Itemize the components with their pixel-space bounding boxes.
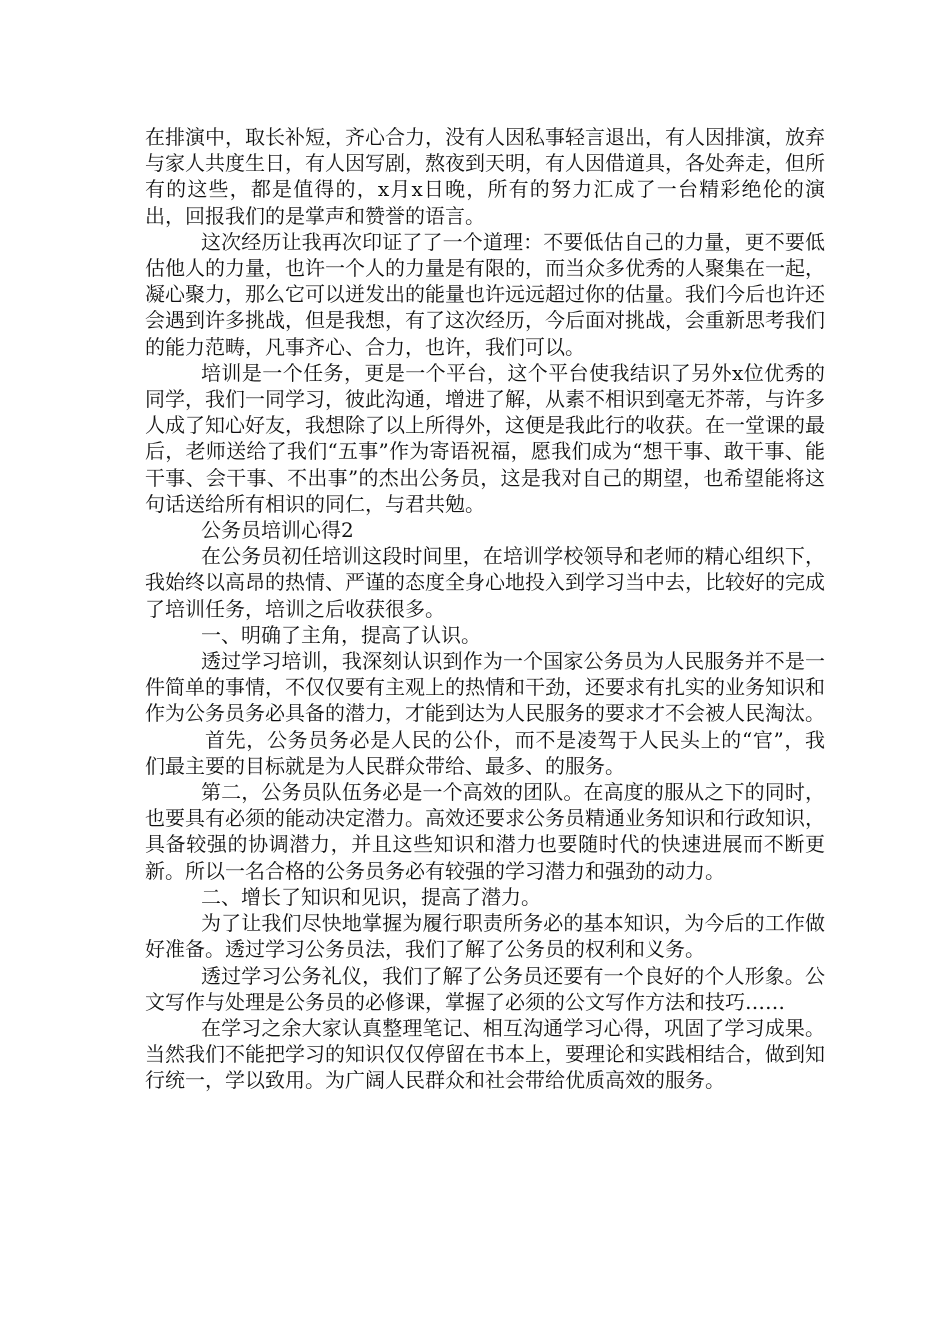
section-heading: 公务员培训心得2 [201,518,354,543]
paragraph: 首先，公务员务必是人民的公仆，而不是凌驾于人民头上的“官”，我们最主要的目标就是为人民群众带给、最多、的服务。 [145,727,825,778]
document-body [145,124,825,1094]
subheading: 一、明确了主角，提高了认识。 [201,622,481,647]
paragraph: 在公务员初任培训这段时间里，在培训学校领导和老师的精心组织下，我始终以高昂的热情、严谨的态度全身心地投入到学习当中去，比较好的完成了培训任务，培训之后收获很多。 [145,544,825,621]
paragraph-continued: 在排演中，取长补短，齐心合力，没有人因私事轻言退出，有人因排演，放弃与家人共度生日，有人因写剧，熬夜到天明，有人因借道具，各处奔走，但所有的这些，都是值得的，x月x日晚，所有的努力汇成了一台精彩绝伦的演出，回报我们的是掌声和赞誉的语言。 [145,125,825,228]
paragraph: 这次经历让我再次印证了了一个道理：不要低估自己的力量，更不要低估他人的力量，也许一个人的力量是有限的，而当众多优秀的人聚集在一起，凝心聚力，那么它可以迸发出的能量也许远远超过你的估量。我们今后也许还会遇到许多挑战，但是我想，有了这次经历，今后面对挑战，会重新思考我们的能力范畴，凡事齐心、合力，也许，我们可以。 [145,229,825,359]
subheading: 二、增长了知识和见识，提高了潜力。 [201,884,541,909]
paragraph: 在学习之余大家认真整理笔记、相互沟通学习心得，巩固了学习成果。当然我们不能把学习的知识仅仅停留在书本上，要理论和实践相结合，做到知行统一，学以致用。为广阔人民群众和社会带给优质高效的服务。 [145,1015,825,1093]
paragraph: 透过学习公务礼仪，我们了解了公务员还要有一个良好的个人形象。公文写作与处理是公务员的必修课，掌握了必须的公文写作方法和技巧…… [145,963,825,1014]
paragraph: 培训是一个任务，更是一个平台，这个平台使我结识了另外x位优秀的同学，我们一同学习，彼此沟通，增进了解，从素不相识到毫无芥蒂，与许多人成了知心好友，我想除了以上所得外，这便是我此行的收获。在一堂课的最后，老师送给了我们“五事”作为寄语祝福，愿我们成为“想干事、敢干事、能干事、会干事、不出事”的杰出公务员，这是我对自己的期望，也希望能将这句话送给所有相识的同仁，与君共勉。 [145,360,825,516]
paragraph: 第二，公务员队伍务必是一个高效的团队。在高度的服从之下的同时，也要具有必须的能动决定潜力。高效还要求公务员精通业务知识和行政知识，具备较强的协调潜力，并且这些知识和潜力也要随时代的快速进展而不断更新。所以一名合格的公务员务必有较强的学习潜力和强劲的动力。 [145,780,825,883]
paragraph: 为了让我们尽快地掌握为履行职责所务必的基本知识，为今后的工作做好准备。透过学习公务员法，我们了解了公务员的权利和义务。 [145,911,825,962]
paragraph: 透过学习培训，我深刻认识到作为一个国家公务员为人民服务并不是一件简单的事情，不仅仅要有主观上的热情和干劲，还要求有扎实的业务知识和作为公务员务必具备的潜力，才能到达为人民服务的要求才不会被人民淘汰。 [145,649,825,726]
